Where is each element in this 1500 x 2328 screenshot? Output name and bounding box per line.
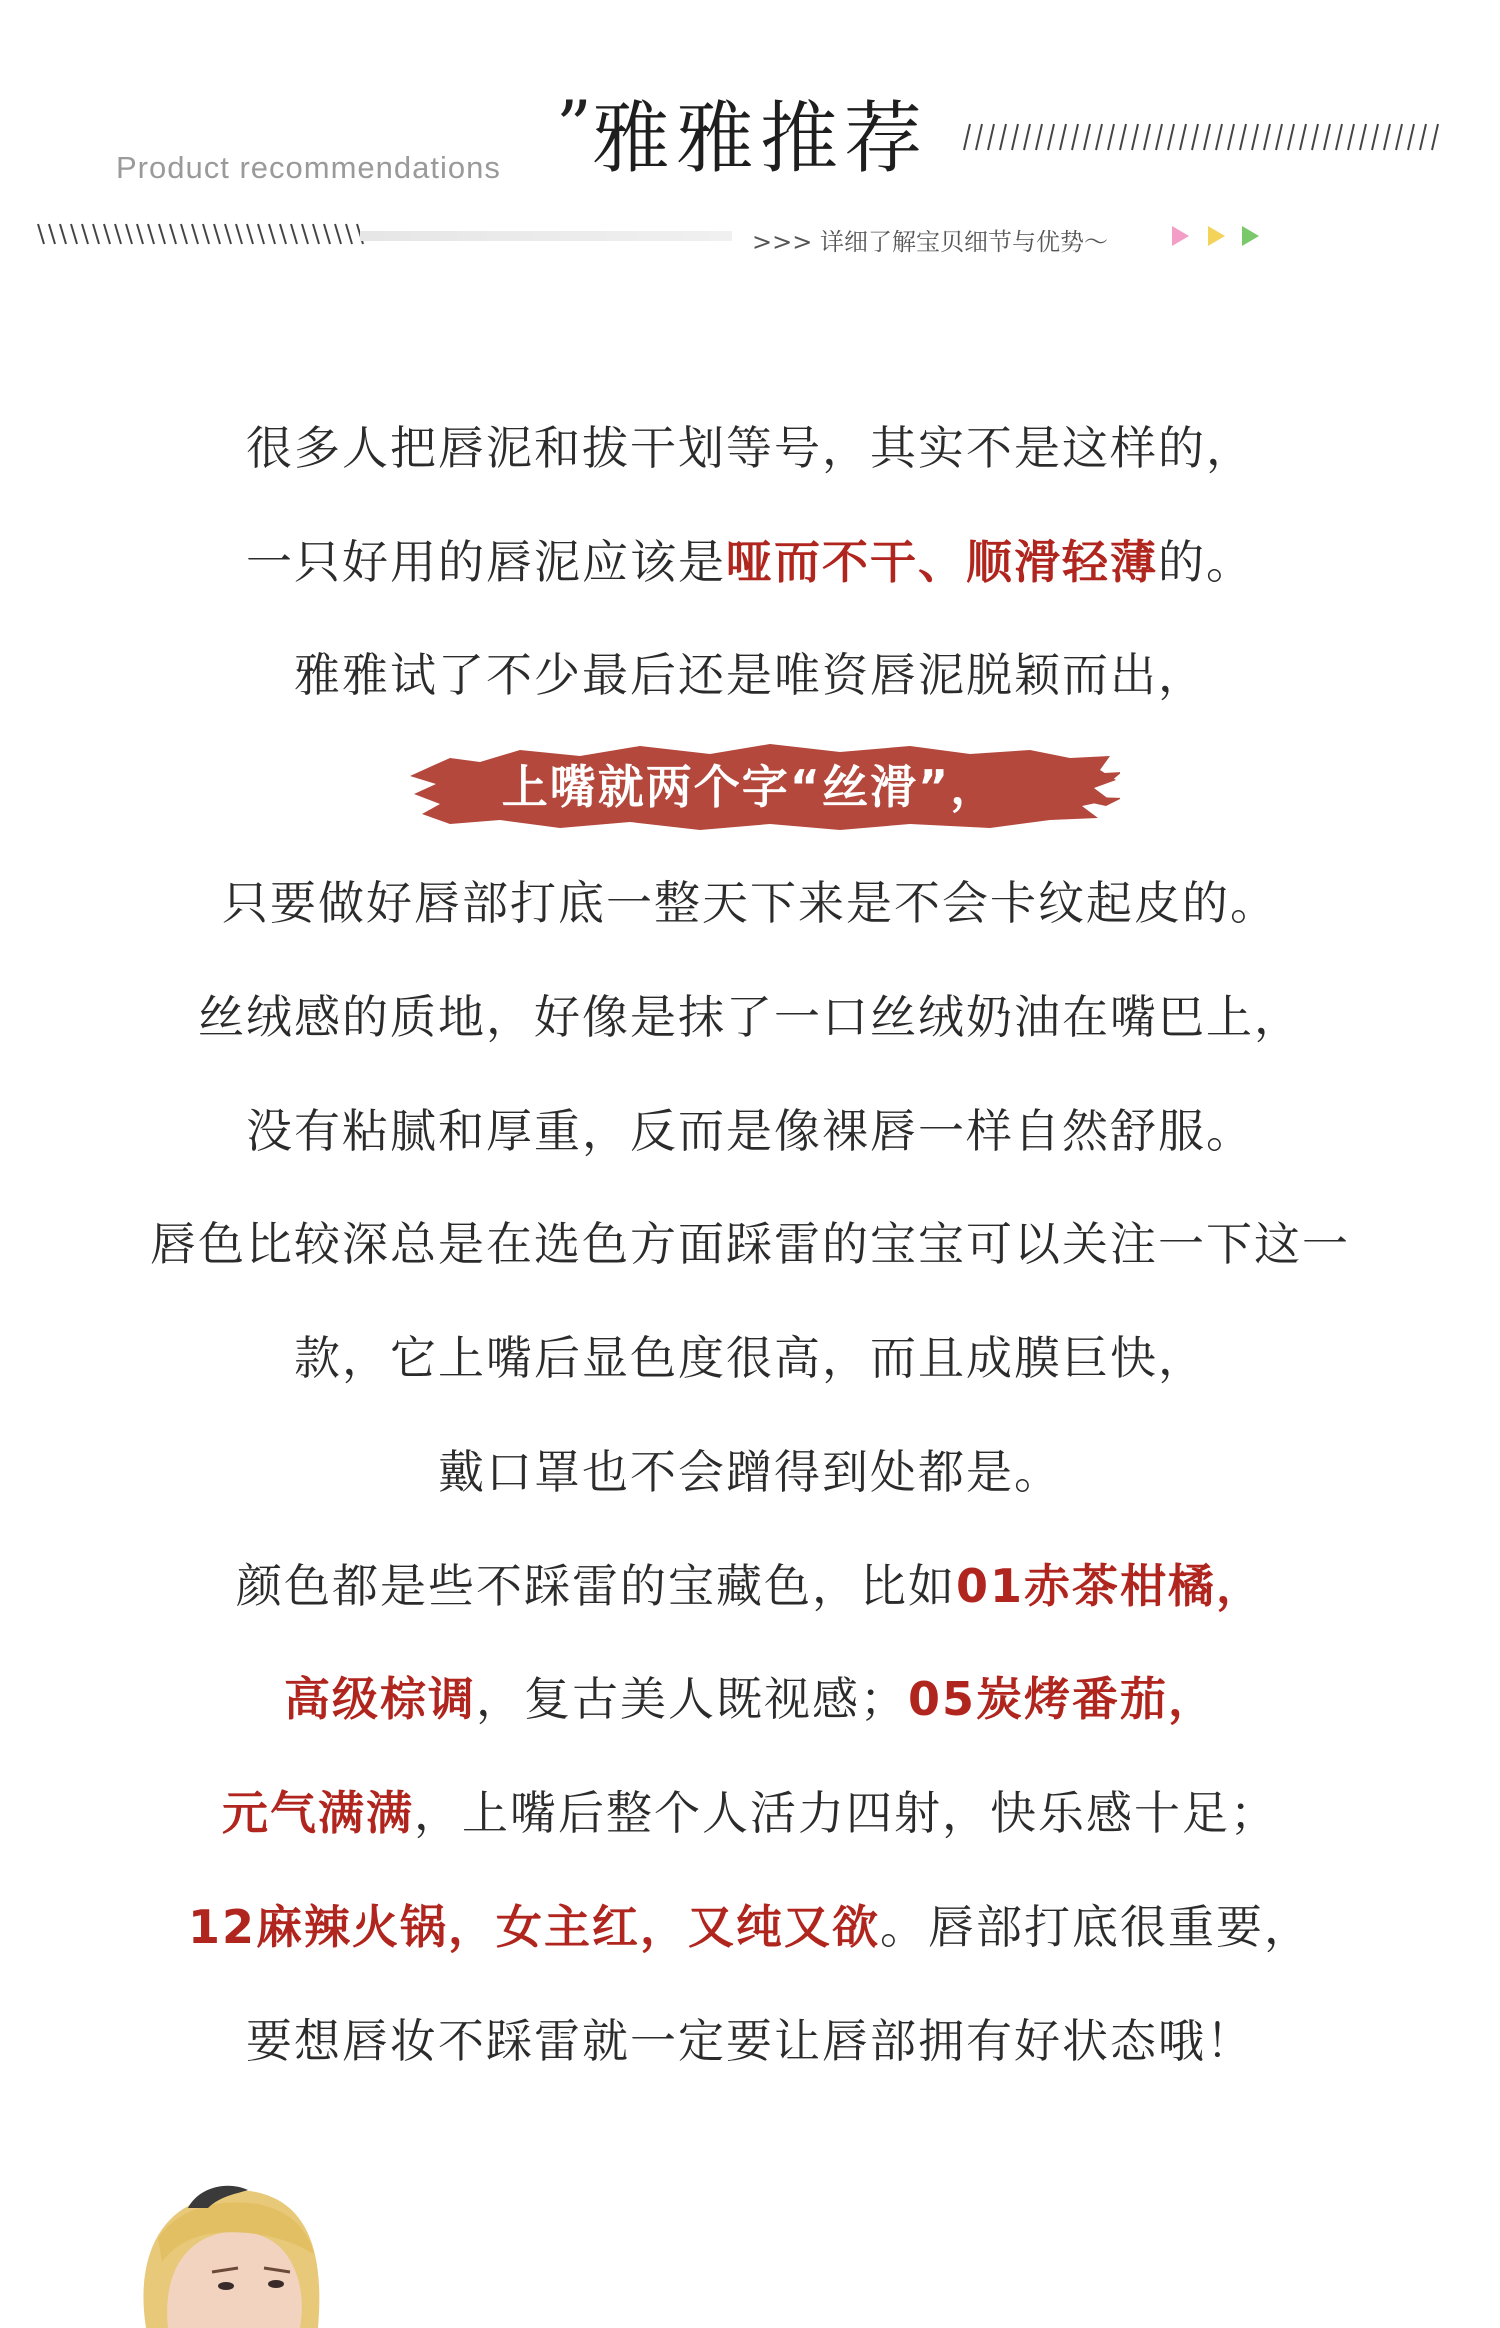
english-subtitle: Product recommendations (116, 150, 501, 185)
text-line-9: 款，它上嘴后显色度很高，而且成膜巨快， (294, 1331, 1206, 1385)
blogger-avatar (128, 2168, 328, 2328)
text-line-7: 没有粘腻和厚重，反而是像裸唇一样自然舒服。 (246, 1104, 1254, 1158)
text-line-3: 雅雅试了不少最后还是唯资唇泥脱颖而出， (294, 648, 1206, 702)
hatch-decoration-right (960, 122, 1450, 152)
text-line-2 (0, 532, 1500, 592)
text-line-1: 很多人把唇泥和拔干划等号，其实不是这样的， (246, 421, 1254, 475)
quote-mark: ” (556, 86, 592, 168)
highlight-text: 12麻辣火锅，女主红，又纯又欲 (187, 1900, 880, 1954)
text-line-11 (0, 1556, 1500, 1616)
highlight-line: 上嘴就两个字“丝滑”， (501, 760, 999, 814)
text-line-15: 要想唇妆不踩雷就一定要让唇部拥有好状态哦！ (246, 2014, 1254, 2068)
text-line-12 (0, 1669, 1500, 1729)
highlight-text: 元气满满 (222, 1786, 414, 1840)
section-title: 雅雅推荐 (592, 94, 929, 184)
highlight-text: 高级棕调 (283, 1672, 476, 1726)
text-line-13 (0, 1783, 1500, 1843)
hatch-decoration-left (36, 222, 366, 246)
yellow-triangle-icon (1208, 226, 1225, 246)
text-line-6: 丝绒感的质地，好像是抹了一口丝绒奶油在嘴巴上， (198, 990, 1302, 1044)
text-span: ，上嘴后整个人活力四射，快乐感十足； (414, 1786, 1278, 1840)
text-line-10: 戴口罩也不会蹭得到处都是。 (438, 1445, 1062, 1499)
green-triangle-icon (1242, 226, 1259, 246)
section-header (0, 0, 1500, 270)
divider-line (360, 231, 732, 241)
highlight-text: 哑而不干、顺滑轻薄 (726, 535, 1158, 589)
pink-triangle-icon (1172, 226, 1189, 246)
text-span: 颜色都是些不踩雷的宝藏色，比如 (235, 1559, 956, 1613)
text-line-5: 只要做好唇部打底一整天下来是不会卡纹起皮的。 (222, 876, 1278, 930)
detail-note: >>> 详细了解宝贝细节与优势～ (752, 228, 1108, 256)
text-span: ，复古美人既视感； (475, 1672, 908, 1726)
highlight-text: 01赤茶柑橘， (955, 1559, 1264, 1613)
text-line-14 (0, 1897, 1500, 1957)
highlight-text: 05炭烤番茄， (907, 1672, 1216, 1726)
text-line-8: 唇色比较深总是在选色方面踩雷的宝宝可以关注一下这一 (150, 1217, 1350, 1271)
text-span: 一只好用的唇泥应该是 (246, 535, 726, 589)
text-span: 。唇部打底很重要， (880, 1900, 1312, 1954)
text-span: 的。 (1158, 535, 1254, 589)
